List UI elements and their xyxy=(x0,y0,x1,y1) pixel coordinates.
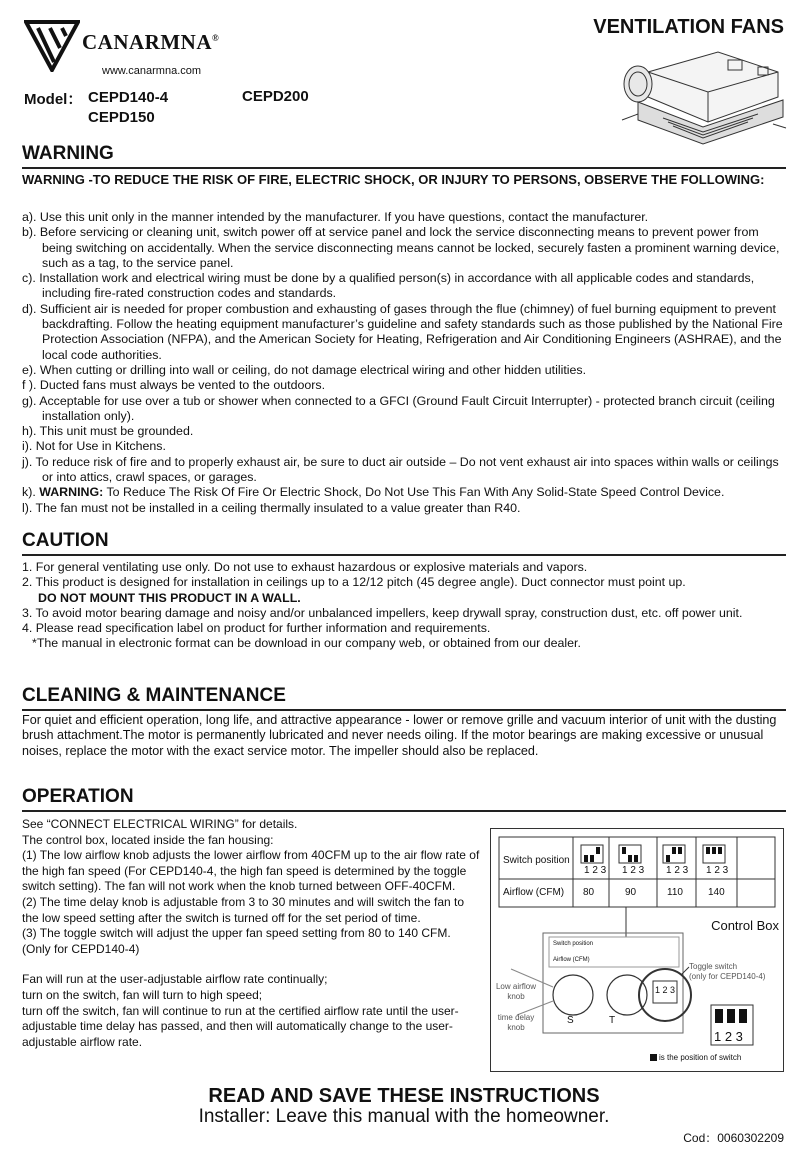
switch-digits-4: 1 2 3 xyxy=(706,865,729,876)
operation-line-1: See “CONNECT ELECTRICAL WIRING” for details. xyxy=(22,817,298,831)
operation-text xyxy=(22,817,482,1050)
control-box-label: Control Box xyxy=(711,918,779,933)
operation-divider xyxy=(22,810,786,812)
operation-line-5: (3) The toggle switch will adjust the upper fan speed setting from 80 to 140 CFM. (Only for CEPD140-4) xyxy=(22,926,451,956)
warning-divider xyxy=(22,167,786,169)
caution-item-2: 2. This product is designed for installation in ceilings up to a 12/12 pitch (45 degree angle). Duct connector must point up. xyxy=(22,575,686,590)
warning-item-e: e). When cutting or drilling into wall or ceiling, do not damage electrical wiring and other hidden utilities. xyxy=(22,362,587,377)
caution-item-1: 1. For general ventilating use only. Do not use to exhaust hazardous or explosive materials and vapors. xyxy=(22,560,588,574)
airflow-value-2: 90 xyxy=(625,887,637,898)
operation-line-4: (2) The time delay knob is adjustable from 3 to 30 minutes and will switch the fan to the low speed setting after the switch is turned off for the set period of time. xyxy=(22,894,465,925)
operation-line-2: The control box, located inside the fan housing: xyxy=(22,832,274,847)
knob-t-label: T xyxy=(609,1015,616,1026)
small-switch-label: Switch position xyxy=(553,941,594,947)
fan-illustration xyxy=(608,42,788,162)
warning-item-c: c). Installation work and electrical wiring must be done by a qualified person(s) in accordance with all applicable codes and standards, including fire-rated construction codes and standards. xyxy=(22,271,755,301)
cleaning-heading: CLEANING & MAINTENANCE xyxy=(22,685,286,706)
toggle-switch-label: Toggle switch (only for CEPD140-4) xyxy=(689,962,766,981)
model-label: Model： xyxy=(24,91,83,108)
caution-manual-note: *The manual in electronic format can be download in our company web, or obtained from our dealer. xyxy=(32,636,581,651)
toggle-switch-digits: 1 2 3 xyxy=(655,985,676,995)
warning-item-h: h). This unit must be grounded. xyxy=(22,424,194,439)
warning-heading: WARNING xyxy=(22,143,114,164)
switch-legend: is the position of switch xyxy=(659,1053,742,1062)
warning-item-j: j). To reduce risk of fire and to properly exhaust air, be sure to duct air outside – Do not vent exhaust air into spaces within walls or ceilings or into attics, crawl spaces, or garages. xyxy=(22,454,779,485)
warning-item-i: i). Not for Use in Kitchens. xyxy=(22,439,166,454)
caution-heading: CAUTION xyxy=(22,530,109,551)
brand-url: www.canarmna.com xyxy=(102,65,202,77)
footer-instructions: READ AND SAVE THESE INSTRUCTIONS xyxy=(208,1085,600,1107)
brand-logo-mark xyxy=(24,18,80,72)
control-box-diagram xyxy=(490,828,784,1072)
airflow-value-1: 80 xyxy=(583,887,595,898)
warning-item-g: g). Acceptable for use over a tub or shower when connected to a GFCI (Ground Fault Circuit Interrupter) - protected branch circuit (ceiling installation only). xyxy=(22,393,775,423)
document-title: VENTILATION FANS xyxy=(593,16,784,38)
airflow-label: Airflow (CFM) xyxy=(503,887,565,898)
cleaning-text: For quiet and efficient operation, long life, and attractive appearance - lower or remove grille and vacuum interior of unit with the dusting brush attachment.The motor is permanently lubricated and never needs oiling. If the motor bearings are making excessive or unusual noises, replace the motor with the exact service motor. The impeller should also be replaced. xyxy=(22,713,777,758)
switch-digits-3: 1 2 3 xyxy=(666,865,689,876)
model-cepd200: CEPD200 xyxy=(242,88,309,105)
airflow-value-4: 140 xyxy=(708,887,725,898)
model-cepd150: CEPD150 xyxy=(88,109,155,126)
operation-spacer xyxy=(22,957,482,972)
warning-item-k: k). WARNING: To Reduce The Risk Of Fire Or Electric Shock, Do Not Use This Fan With Any Solid-State Speed Control Device. xyxy=(22,485,725,500)
warning-item-f: f ). Ducted fans must always be vented to the outdoors. xyxy=(22,378,326,393)
airflow-value-3: 110 xyxy=(667,887,683,898)
warning-item-l: l). The fan must not be installed in a ceiling thermally insulated to a value greater than R40. xyxy=(22,500,521,515)
switch-digits-2: 1 2 3 xyxy=(622,865,645,876)
operation-line-8: turn off the switch, fan will continue to run at the certified airflow rate until the user-adjustable time delay has passed, and then will automatically change to the user-adjustable airflow rate. xyxy=(22,1003,459,1049)
cleaning-divider xyxy=(22,709,786,711)
caution-list xyxy=(22,560,788,652)
switch-digits-1: 1 2 3 xyxy=(584,865,607,876)
caution-no-wall: DO NOT MOUNT THIS PRODUCT IN A WALL. xyxy=(38,590,301,605)
brand-name: CANARMNA® xyxy=(82,30,220,54)
warning-item-d: d). Sufficient air is needed for proper combustion and exhausting of gases through the flue (chimney) of fuel burning equipment to prevent backdrafting. Follow the heating equipment manufacturer’s guideline and safety standards such as those published by the National Fire Protection Association (NFPA), and the American Society for Heating, Refrigeration and Air Conditioning Engineers (ASHRAE), and the local code authorities. xyxy=(22,301,783,362)
small-airflow-label: Airflow (CFM) xyxy=(553,957,590,963)
warning-item-b: b). Before servicing or cleaning unit, switch power off at service panel and lock the service disconnecting means to prevent power from being switching on accidentally. When the service disconnecting means cannot be locked, securely fasten a prominent warning device, such as a tag, to the service panel. xyxy=(22,225,780,270)
model-list xyxy=(88,88,168,128)
low-airflow-knob-label: Low airflow knob xyxy=(495,982,536,1001)
caution-item-4: 4. Please read specification label on product for further information and requirements. xyxy=(22,621,491,636)
warning-subheading: WARNING -TO REDUCE THE RISK OF FIRE, ELECTRIC SHOCK, OR INJURY TO PERSONS, OBSERVE THE FOLLOWING: xyxy=(22,172,765,187)
operation-line-7: turn on the switch, fan will turn to high speed; xyxy=(22,987,263,1002)
operation-line-3: (1) The low airflow knob adjusts the lower airflow from 40CFM up to the air flow rate of the high fan speed (For CEPD140-4, the high fan speed is determined by the toggle switch setting). The fan will not work when the knob turned between OFF-40CFM. xyxy=(22,848,480,894)
time-delay-knob-label: time delay knob xyxy=(497,1013,535,1032)
warning-item-a: a). Use this unit only in the manner intended by the manufacturer. If you have questions, contact the manufacturer. xyxy=(22,210,649,224)
operation-line-6: Fan will run at the user-adjustable airflow rate continually; xyxy=(22,972,328,987)
warning-list xyxy=(22,210,788,516)
document-code: Cod：0060302209 xyxy=(683,1131,784,1145)
switch-position-label: Switch position xyxy=(503,855,570,866)
caution-divider xyxy=(22,554,786,556)
caution-item-3: 3. To avoid motor bearing damage and noisy and/or unbalanced impellers, keep drywall spray, construction dust, etc. off power unit. xyxy=(22,605,743,620)
knob-s-label: S xyxy=(567,1015,574,1026)
operation-heading: OPERATION xyxy=(22,786,134,807)
model-cepd140-4: CEPD140-4 xyxy=(88,89,169,106)
footer-installer-note: Installer: Leave this manual with the homeowner. xyxy=(198,1106,610,1127)
big-switch-digits: 1 2 3 xyxy=(714,1029,743,1044)
